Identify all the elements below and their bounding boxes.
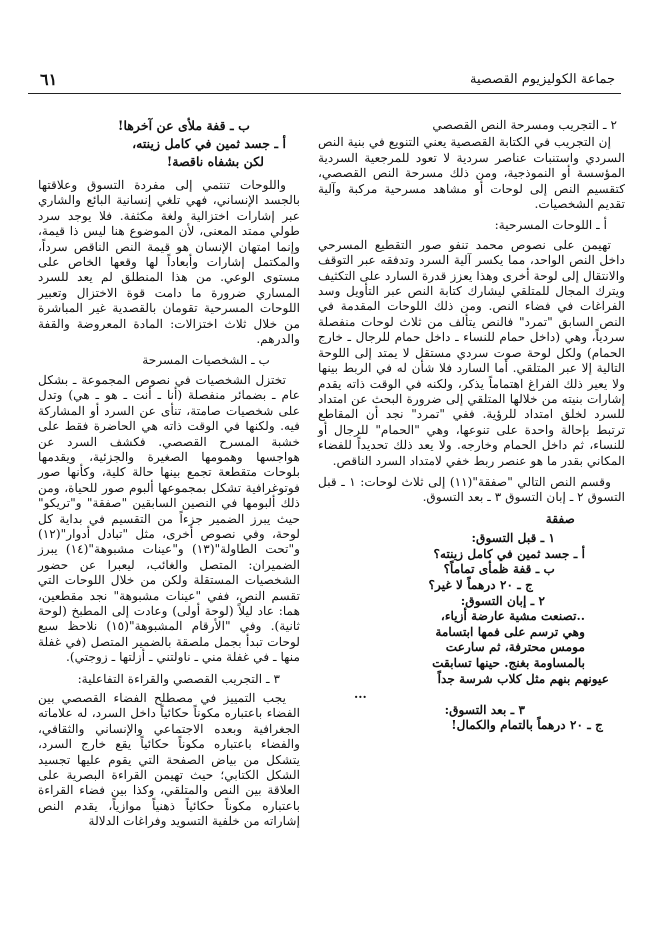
poem-line: ...: [354, 687, 367, 702]
header-rule: [28, 93, 621, 94]
subsection-a-paragraph-2: وقسم النص التالي "صفقة"(١١) إلى ثلاث لوحات: ١ ـ قبل التسوق ٢ ـ إبان التسوق ٣ ـ بعد التسوق.: [318, 474, 625, 505]
section-3-paragraph: يجب التمييز في مصطلح الفضاء القصصي بين الفضاء باعتباره مكوناً حكائياً داخل السرد، له علاماته الجغرافية وبعده الاجتماعي والإنساني والثقافي، والفضاء باعتباره مكوناً حكائياً يقع خارج السرد، يتشكل من بياض الصفحة التي يقوم عليها تجسيد الشكل الكتابي؛ حيث تهيمن القراءة البصرية على العلاقة بين النص والمتلقي، وكذا بين فضاء القراءة باعتباره مكوناً حكائياً ذهنياً موازياً، يقدم النص إشاراته من خلفية التسويد وفراغات الدلالة: [38, 691, 300, 829]
right-column: [318, 118, 625, 734]
subsection-b-paragraph: تختزل الشخصيات في نصوص المجموعة ـ بشكل عام ـ بضمائر منفصلة (أنا ـ أنت ـ هو ـ هي) وتدل على شخصيات صامتة، تنأى عن السرد أو المشاركة فيه. ولكنها في الوقت ذاته هي الحاضرة فقط على خشبة المسرح القصصي. فكشف السرد عن هواجسها وهمومها الصغيرة والجزئية، ويقدمها بلوحات متقطعة تجمع بينها حالة كلية، وكأنها صور فوتوغرافية تشكل بمجموعها ألبوم صور للحياة، ومن ذلك ألبومها في النصين السابقين "صفقة" و"تريكو" حيث يبرز الضمير جزءاً من التقسيم في بداية كل لوحة، وفي نصوص أخرى، مثل "تبادل أدوار"(١٢) و"تحت الطاولة"(١٣) و"عينات مشبوهة"(١٤) يبرز الضميران: المتصل والغائب، ليعبرا عن حضور الشخصيات المستقلة ولكن من خلال اللوحات التي تقسم النص، ففي "عينات مشبوهة" نجد مقطعين، هما: عاد ليلاً (لوحة أولى) وعادت إلى المطبخ (لوحة ثانية). وفي "الأرقام المشبوهة"(١٥) نلاحظ سبع لوحات تبدأ بجمل ملصقة بالضمير المتصل (في غفلة منها ـ في غفلة مني ـ ناولتني ـ أزلتها ـ زوجتي).: [38, 372, 300, 665]
subsection-a-title: أ ـ اللوحات المسرحية:: [494, 218, 607, 233]
left-column: [38, 118, 300, 836]
poem-title: صفقة: [545, 511, 575, 526]
poem-line: أ ـ جسد ثمين في كامل زينته؟: [433, 546, 585, 561]
poem-line: ب ـ قفة ظمأى تماماً؟: [443, 562, 555, 577]
page-header: [28, 66, 621, 92]
poem-line: بالمساومة بغنج. حينها تسابقت: [432, 655, 585, 670]
left-head-line: ب ـ قفة ملأى عن آخرها!: [117, 118, 250, 133]
poem-line: ٢ ـ إبان التسوق:: [460, 593, 545, 608]
section-2-title: ٢ ـ التجريب ومسرحة النص القصصي: [432, 118, 617, 132]
running-title: جماعة الكوليزيوم القصصية: [470, 72, 615, 87]
left-head-line: لكن بشفاه ناقصة!: [166, 154, 264, 169]
left-head-line: أ ـ جسد ثمين في كامل زينته،: [132, 136, 286, 151]
page-number: ٦١: [40, 70, 58, 89]
poem-block: [318, 531, 625, 734]
poem-line: ١ ـ قبل التسوق:: [471, 531, 555, 546]
left-paragraph-1: واللوحات تنتمي إلى مفردة التسوق وعلاقتها بالجسد الإنساني، فهي تلغي إنسانية البائع والشاري عبر إشارات اختزالية ولغة مكثفة. فلا يوجد سرد طولي ممتد المعنى، لأن الموضوع هنا ليس ذا قيمة، وإنما امتهان الإنسان هو قيمة النص الناقص سرداً، والمكتمل إشارات وأبعاداً لها وقعها الخاص على مستوى الوعي. من هذا المنطلق لم يعد للسرد المساري ضرورة ما دامت قوة الاختزال وتعبير اللوحات المسرحية تقومان بالقصدية غير المباشرة من خلال ثلاث اختزالات: المادة المعروضة والقفة والدرهم.: [38, 178, 300, 347]
section-2-paragraph: إن التجريب في الكتابة القصصية يعني التنويع في بنية النص السردي واستنبات عناصر سردية لا تعود للمرجعية السردية المؤسسة أو النموذجية، ومن ذلك مسرحة النص القصصي، كتقسيم النص إلى لوحات أو مشاهد مسرحية مركبة وآلية تقديم الشخصيات.: [318, 135, 625, 212]
subsection-a-paragraph-1: تهيمن على نصوص محمد تنفو صور التقطيع المسرحي داخل النص الواحد، مما يكسر آلية السرد وتدفقه عبر التوقف والانتقال إلى لوحة أخرى وهذا يعزز قدرة السارد على التكثيف ويترك المجال للمتلقي ليشارك كتابة النص عبر التأويل وسد الفراغات في فضاء النص. ومن ذلك اللوحات المقدمة في النص السابق "تمرد" فالنص يتألف من ثلاث لوحات منفصلة سردياً، وهي (داخل حمام للنساء ـ داخل حمام للرجال ـ خارج الحمام) ولكل لوحة صوت سردي مستقل لا يمتد إلى اللوحة التالية إلا عبر المتلقي. أما السارد فلا شأن له في الربط بينها ولا يعير ذلك الفراغ اهتماماً يذكر، ولكنه في الوقت ذاته يقدم إشارات بنيته من خلالها المتلقي إلى ضرورة البحث عن امتداد للسرد لخلق امتداد للرؤية. ففي "تمرد" نجد أن المقاطع ترتبط بإحالة واحدة على تنوعها، وهي "الحمام" للرجال أو للنساء، ثم داخل الحمام وخارجه. ولا يعد ذلك تحديداً للفضاء المكاني بقدر ما هو عنصر ربط خفي لامتداد السرد الناقص.: [318, 237, 625, 468]
poem-line: ..تصنعت مشية عارضة أزياء،: [440, 609, 585, 624]
subsection-b-title: ب ـ الشخصيات المسرحة: [142, 353, 270, 368]
poem-line: ج ـ ٢٠ درهماً بالتمام والكمال!: [451, 718, 603, 733]
poem-line: ج ـ ٢٠ درهماً لا غير؟: [428, 577, 533, 592]
poem-line: ٣ ـ بعد التسوق:: [444, 702, 525, 717]
section-3-title: ٣ ـ التجريب القصصي والقراءة التفاعلية:: [77, 671, 280, 686]
poem-line: عيونهم بنهم مثل كلاب شرسة جداً: [437, 671, 609, 686]
poem-line: مومس محترفة، ثم سارعت: [445, 640, 585, 655]
poem-line: وهي ترسم على فمها ابتسامة: [435, 624, 585, 639]
